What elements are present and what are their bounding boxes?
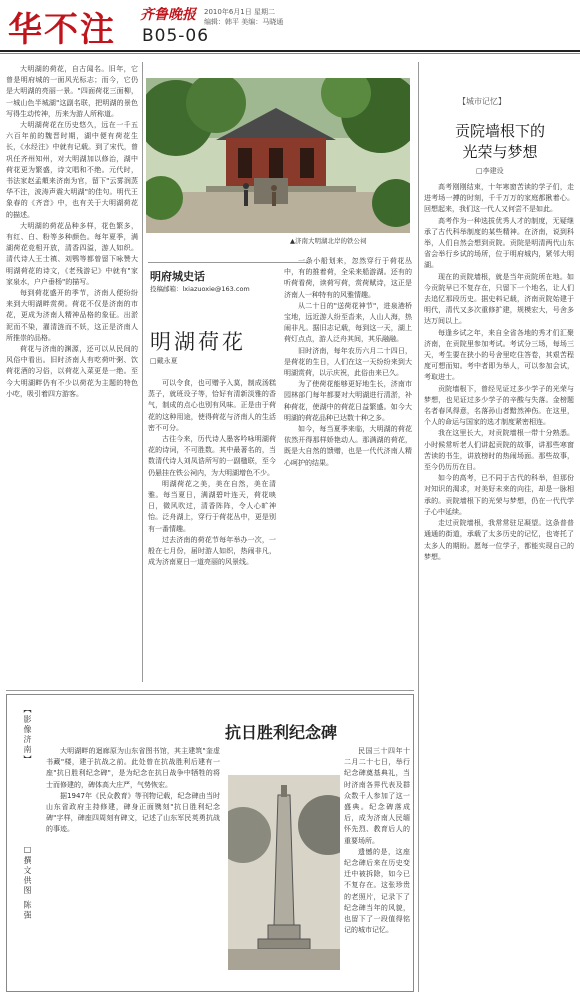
masthead-meta [204,7,283,27]
memorial-section-label: 【影像济南】 [23,705,32,765]
left-paragraph: 大明湖荷花在历史悠久，远在一千五六百年前的魏晋时期，湖中便有荷花生长，《水经注》中就有记载。到了宋代，曾巩任齐州知州，对大明湖加以修治，湖中荷花更为繁盛，诗文唱和不绝。元代时，书法家赵孟頫来济南为官，留下"云雾润蒸华不注，波涛声震大明湖"的佳句。明代王象春的《齐音》中，也有关于大明湖荷花的描述。 [6,121,138,219]
page-code: B05-06 [142,26,210,46]
column-box-email: 投稿邮箱：lxiazuoxie@163.com [150,285,250,293]
right-title-line1: 贡院墙根下的 [454,122,545,140]
column-divider [418,62,419,992]
memorial-paragraph: 民国三十四年十二月二十七日，举行纪念碑奠基典礼，当时济南各界代表及群众数千人参加了这一盛典。纪念碑落成后，成为济南人民缅怀先烈、教育后人的重要场所。 [344,747,410,845]
article-paragraph: 一条小船划来，忽然穿行于荷花丛中，有的推着荷，全采来船游湖。还有的听荷看荷，读荷写荷，赏荷赋诗，这正是济南人一种特有的风雅情趣。 [284,257,412,299]
right-byline: □李建设 [476,167,504,175]
memorial-title: 抗日胜利纪念碑 [224,723,337,742]
article-byline: □戴永夏 [150,357,178,365]
right-paragraph: 现在的贡院墙根，就是当年贡院所在地。如今贡院早已不复存在，只留下一个地名，让人们去追忆那段历史。据史料记载，济南贡院始建于明代，清代又多次重修扩建，规模宏大，号舍多达万间以上。 [424,272,574,326]
section-divider [6,690,414,691]
memorial-column-right [344,746,410,982]
masthead [0,0,580,52]
article-paragraph: 如今，每当夏季来临，大明湖的荷花依然开得那样娇艳动人。那满湖的荷花，既是大自然的馈赠，也是一代代济南人精心呵护的结果。 [284,425,412,467]
memorial-column-left [46,746,220,982]
left-paragraph: 大明湖的荷花，自古闻名。旧年，它曾是明府城的一面风光标志；而今，它仍是大明湖的亮丽一景。"四面荷花三面柳，一城山色半城湖"这副名联，把明湖的景色写得生动传神，历来为游人所称道。 [6,65,138,118]
right-paragraph: 每逢乡试之年，来自全省各地的秀才们汇聚济南，在贡院里参加考试。考试分三场，每场三天，考生要在狭小的号舍里吃住答卷，其艰苦程度可想而知。考中者即为举人，可以参加会试，考取进士。 [424,328,574,382]
right-paragraph: 贡院墙根下，曾经见证过多少学子的光荣与梦想，也见证过多少学子的辛酸与失落。金榜题名者春风得意，名落孙山者黯然神伤。在这里，个人的命运与国家的选才制度紧密相连。 [424,384,574,427]
memorial-credit: □撰文供图 陈强 [23,845,32,921]
memorial-paragraph: 遗憾的是，这座纪念碑后来在历史变迁中被拆除，如今已不复存在。这张珍贵的老照片，记录下了纪念碑当年的风貌，也留下了一段值得铭记的城市记忆。 [344,847,410,935]
right-paragraph: 高考作为一种选拔优秀人才的制度，无疑继承了古代科举制度的某些精神。在济南，说到科举，人们自然会想到贡院。贡院是明清两代山东省会举行乡试的场所，位于明府城内，紧邻大明湖。 [424,216,574,270]
article-paragraph: 旧时济南，每年农历六月二十四日，是荷花的生日，人们在这一天纷纷来到大明湖赏荷，以示庆祝，此俗由来已久。 [284,346,412,378]
news-photo [146,78,410,233]
photo-caption: ▲济南大明湖北岸的铁公祠 [290,237,367,245]
article-paragraph: 从二十日的"送荷花神节"，进泉港桥宝地，远近游人纷至沓来，人山人海，热闹非凡。据旧志记载，每到这一天，湖上荷灯点点，游人泛舟其间，其乐融融。 [284,301,412,344]
section-title: 华不注 [8,10,116,50]
right-paragraph: 我在这里长大，对贡院墙根一带十分熟悉。小时候常听老人们讲起贡院的故事，讲那些寒窗苦读的书生，讲放榜时的热闹场面。那些故事，至今仍历历在目。 [424,429,574,472]
date-line: 2010年6月1日 星期二 [204,8,275,16]
left-column [6,64,138,676]
temple-photo-illustration [146,78,410,233]
newspaper-logo: 齐鲁晚报 [140,7,196,23]
masthead-rule-thin [0,53,580,54]
article-paragraph: 可以令食，也可赠予入莫，制成汤糕蒸子，就班设子等，恰好有清新淡雅的香气，制成的点心也别有风味。正是由于荷花的这种用途，使得荷花与济南人的生活密不可分。 [148,379,276,432]
right-paragraph: 如今的高考，已不同于古代的科举，但那份对知识的渴求，对美好未来的向往，却是一脉相承的。贡院墙根下的光荣与梦想，仍在一代代学子心中延续。 [424,474,574,516]
right-column [424,182,574,990]
monument-photo-illustration [228,775,340,970]
left-paragraph: 大明湖的荷花品种多样，花色繁多，有红、白、粉等多种颜色。每年夏季，满湖荷花竞相开放，清香四溢，游人如织。清代诗人王士禛、刘鹗等都曾留下咏赞大明湖荷花的诗文，《老残游记》中就有"家家泉水，户户垂杨"的描写。 [6,221,138,286]
article-column-a [148,378,276,678]
right-title-line2: 光荣与梦想 [462,143,538,161]
masthead-rule [0,50,580,52]
editor-line: 编辑：韩平 美编：马晓通 [204,18,284,26]
memorial-paragraph: 大明湖畔的迴廊原为山东省图书馆，其主建筑"奎虚书藏"楼，建于抗战之前。此处曾在抗战胜利后建有一座"抗日胜利纪念碑"，是为纪念在抗日战争中牺牲的将士而修建的，碑体高大庄严，气势恢宏。 [46,747,220,789]
article-paragraph: 为了使荷花能够更好地生长，济南市园林部门每年都要对大明湖进行清淤，补种荷花，使湖中的荷花日益繁盛。如今大明湖的荷花品种已达数十种之多。 [284,380,412,422]
column-box-title: 明府城史话 [150,270,205,283]
left-paragraph: 每到荷花盛开的季节，济南人便纷纷来到大明湖畔赏荷。荷花不仅是济南的市花，更成为济南人精神品格的象征。出淤泥而不染，濯清涟而不妖，这正是济南人所推崇的品格。 [6,289,138,342]
column-divider [142,62,143,682]
article-column-b [284,256,412,678]
memorial-photo [228,775,340,970]
right-section-tag: 【城市记忆】 [458,97,506,106]
article-paragraph: 古往今来，历代诗人墨客吟咏明湖荷花的诗词，不可胜数。其中最著名的，当数清代诗人刘凤诰所写的一副楹联，至今仍悬挂在铁公祠内，为大明湖增色不少。 [148,435,276,477]
left-paragraph: 荷花与济南的渊源，还可以从民间的风俗中看出。旧时济南人有吃荷叶粥、饮荷花酒的习俗，以荷花入菜更是一绝。至今大明湖畔仍有不少以荷花为主题的特色小吃，吸引着四方游客。 [6,345,138,398]
memorial-paragraph: 据1947年《民众教育》等刊物记载，纪念碑由当时山东省政府主持修建，碑身正面镌刻"抗日胜利纪念碑"字样，碑座四周刻有碑文，记述了山东军民英勇抗战的事迹。 [46,791,220,834]
right-paragraph: 走过贡院墙根，我常常驻足凝望。这条普普通通的街道，承载了太多历史的记忆，也寄托了太多人的期盼。愿每一位学子，都能实现自己的梦想。 [424,519,574,561]
article-paragraph: 过去济南的荷花节每年举办一次，一般在七月份，届时游人如织，热闹非凡，成为济南夏日一道亮丽的风景线。 [148,535,276,567]
right-paragraph: 高考刚刚结束，十年寒窗苦读的学子们，走进考场一搏的时刻，千千万万的家庭都揪着心。回想起来，我们这一代人又何尝不是如此。 [424,183,574,214]
article-title: 明湖荷花 [150,330,246,354]
article-paragraph: 明湖荷花之美，美在自然，美在清雅。每当夏日，满湖碧叶连天，荷花映日，微风吹过，清香阵阵，令人心旷神怡。泛舟湖上，穿行于荷花丛中，更是别有一番情趣。 [148,479,276,533]
